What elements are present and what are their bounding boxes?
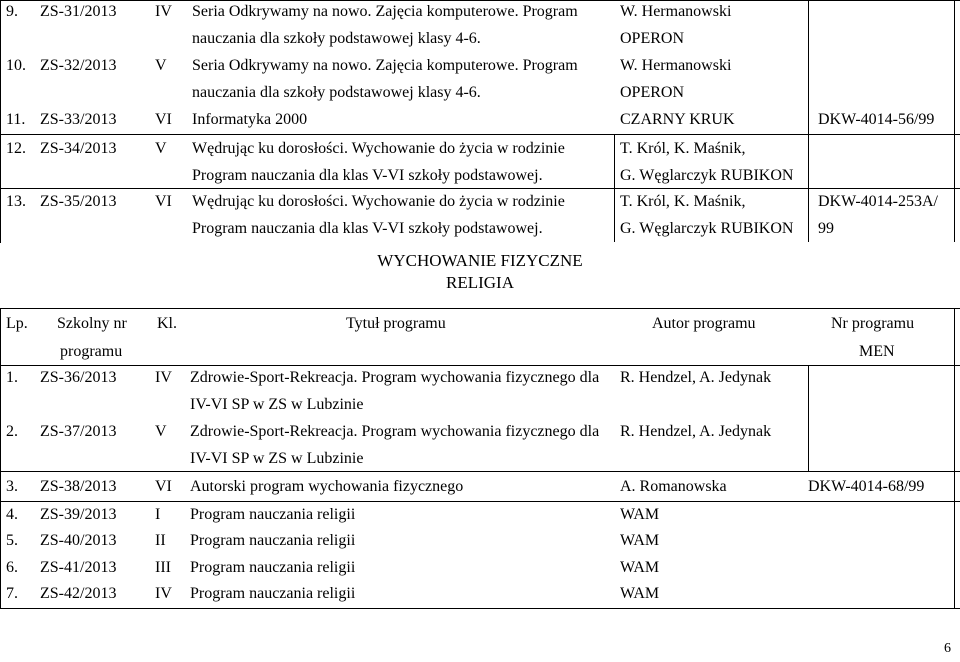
row-title: Program nauczania religii (190, 559, 356, 576)
row-author: WAM (620, 559, 660, 576)
section-subheading: RELIGIA (446, 273, 514, 292)
row-author: T. Król, K. Maśnik, (620, 193, 746, 210)
row-kl: IV (155, 369, 172, 386)
row-nr: ZS-33/2013 (40, 111, 117, 128)
row-kl: VI (155, 478, 172, 495)
row-title: IV-VI SP w ZS w Lubzinie (190, 396, 364, 413)
row-nr: ZS-31/2013 (40, 3, 117, 20)
row-lp: 10. (6, 57, 26, 74)
row-title: Program nauczania religii (190, 532, 356, 549)
header-lp: Lp. (6, 315, 28, 332)
row-title: Seria Odkrywamy na nowo. Zajęcia komputerowe. Program (192, 57, 578, 74)
row-title: Seria Odkrywamy na nowo. Zajęcia komputerowe. Program (192, 3, 578, 20)
row-title: Wędrując ku dorosłości. Wychowanie do życia w rodzinie (192, 193, 565, 210)
row-lp: 5. (6, 532, 18, 549)
row-title: Program nauczania dla klas V-VI szkoły podstawowej. (192, 167, 543, 184)
row-author: G. Węglarczyk RUBIKON (620, 220, 794, 237)
row-kl: VI (155, 193, 172, 210)
row-lp: 9. (6, 3, 18, 20)
row-nr: ZS-41/2013 (40, 559, 117, 576)
row-author: WAM (620, 506, 660, 523)
row-lp: 11. (6, 111, 26, 128)
row-nr: ZS-34/2013 (40, 140, 117, 157)
row-author: A. Romanowska (620, 478, 727, 495)
header-men-line2: MEN (859, 343, 895, 360)
row-author: OPERON (620, 30, 685, 47)
header-kl: Kl. (157, 315, 177, 332)
row-men: DKW-4014-68/99 (808, 478, 925, 495)
row-lp: 2. (6, 423, 18, 440)
row-title: nauczania dla szkoły podstawowej klasy 4-6. (192, 84, 481, 101)
row-lp: 13. (6, 193, 26, 210)
row-kl: II (155, 532, 166, 549)
row-author: WAM (620, 585, 660, 602)
row-lp: 3. (6, 478, 18, 495)
header-nr: Szkolny nr (57, 315, 127, 332)
header-men: Nr programu (831, 315, 915, 332)
row-lp: 6. (6, 559, 18, 576)
row-nr: ZS-37/2013 (40, 423, 117, 440)
row-nr: ZS-40/2013 (40, 532, 117, 549)
row-lp: 1. (6, 369, 18, 386)
row-title: Program nauczania religii (190, 585, 356, 602)
row-author: W. Hermanowski (620, 57, 732, 74)
row-author: W. Hermanowski (620, 3, 732, 20)
row-kl: V (155, 57, 167, 74)
page-number: 6 (944, 641, 951, 656)
row-author: CZARNY KRUK (620, 111, 735, 128)
header-author: Autor programu (652, 315, 756, 332)
row-kl: I (155, 506, 161, 523)
row-author: WAM (620, 532, 660, 549)
row-nr: ZS-36/2013 (40, 369, 117, 386)
row-title: Autorski program wychowania fizycznego (190, 478, 464, 495)
row-kl: IV (155, 585, 172, 602)
row-kl: III (155, 559, 171, 576)
header-nr-line2: programu (60, 343, 123, 360)
row-lp: 4. (6, 506, 18, 523)
row-title: Informatyka 2000 (192, 111, 308, 128)
row-title: Zdrowie-Sport-Rekreacja. Program wychowania fizycznego dla (190, 369, 600, 386)
row-lp: 12. (6, 140, 26, 157)
row-title: Wędrując ku dorosłości. Wychowanie do życia w rodzinie (192, 140, 565, 157)
row-nr: ZS-39/2013 (40, 506, 117, 523)
row-lp: 7. (6, 585, 18, 602)
row-author: OPERON (620, 84, 685, 101)
row-kl: IV (155, 3, 172, 20)
row-nr: ZS-38/2013 (40, 478, 117, 495)
row-nr: ZS-32/2013 (40, 57, 117, 74)
row-men: DKW-4014-56/99 (818, 111, 935, 128)
row-nr: ZS-35/2013 (40, 193, 117, 210)
row-title: Program nauczania religii (190, 506, 356, 523)
header-title: Tytuł programu (346, 315, 446, 332)
row-kl: V (155, 423, 167, 440)
row-author: R. Hendzel, A. Jedynak (620, 369, 772, 386)
row-men: DKW-4014-253A/ (818, 193, 938, 210)
row-men: 99 (818, 220, 834, 237)
row-nr: ZS-42/2013 (40, 585, 117, 602)
row-kl: VI (155, 111, 172, 128)
row-title: IV-VI SP w ZS w Lubzinie (190, 450, 364, 467)
row-title: Program nauczania dla klas V-VI szkoły podstawowej. (192, 220, 543, 237)
row-kl: V (155, 140, 167, 157)
row-author: G. Węglarczyk RUBIKON (620, 167, 794, 184)
row-title: Zdrowie-Sport-Rekreacja. Program wychowania fizycznego dla (190, 423, 600, 440)
row-author: R. Hendzel, A. Jedynak (620, 423, 772, 440)
section-heading: WYCHOWANIE FIZYCZNE (377, 251, 583, 270)
row-title: nauczania dla szkoły podstawowej klasy 4-6. (192, 30, 481, 47)
row-author: T. Król, K. Maśnik, (620, 140, 746, 157)
